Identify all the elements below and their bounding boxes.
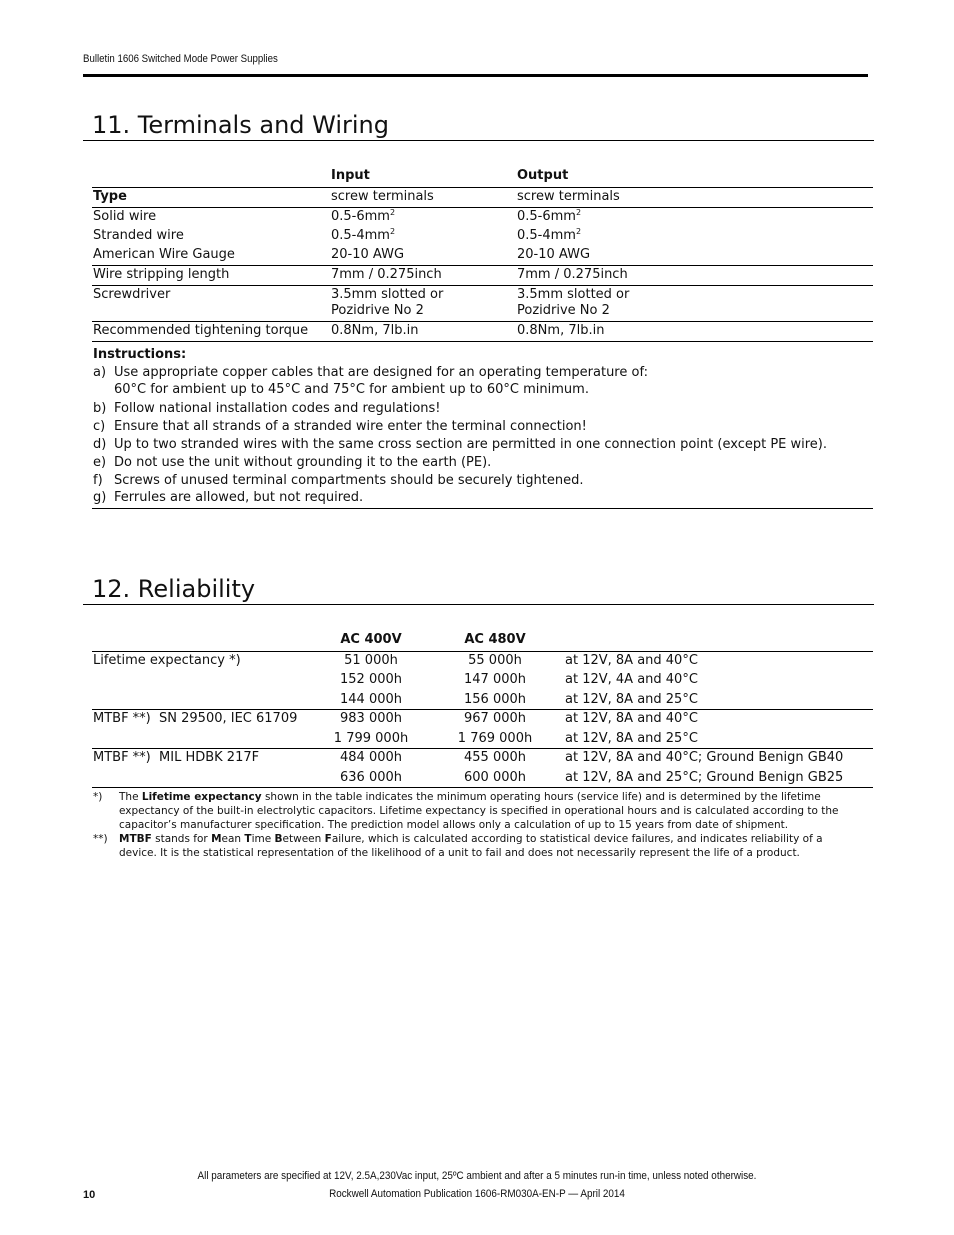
- instruction-marker: g): [93, 490, 107, 505]
- footer-note: All parameters are specified at 12V, 2.5A,230Vac input, 25ºC ambient and after a 5 minutes run-in time, unless noted otherwise.: [197, 1170, 757, 1182]
- footnote-pre: The: [119, 791, 142, 803]
- ac400-value: 144 000h: [340, 692, 402, 707]
- footer-publication: Rockwell Automation Publication 1606-RM030A-EN-P — April 2014: [329, 1188, 625, 1200]
- condition: at 12V, 8A and 40°C: [565, 653, 698, 668]
- ac400-value: 51 000h: [344, 653, 398, 668]
- input-value: [331, 228, 395, 244]
- section-rule: [83, 604, 874, 605]
- instruction-marker: f): [93, 473, 103, 488]
- ac400-value: 152 000h: [340, 672, 402, 687]
- footnote-body: shown in the table indicates the minimum operating hours (service life) and is determined by the lifetime expectancy of the built-in electrolytic capacitors. Lifetime expectancy is specified in operational hours and is calculated according to the capacitor’s manufacturer specification. The prediction model allows only a calculation of up to 15 years from date of shipment.: [119, 791, 839, 831]
- footnote-letter: B: [274, 833, 283, 845]
- footnote-marker: *): [93, 791, 103, 803]
- ac480-value: 455 000h: [464, 750, 526, 765]
- row-label: Recommended tightening torque: [93, 323, 309, 338]
- col-output: Output: [517, 168, 569, 183]
- footnote-fragment: ime: [251, 833, 275, 845]
- row-label: MTBF **) MIL HDBK 217F: [93, 750, 260, 765]
- input-value: screw terminals: [331, 189, 434, 204]
- condition: at 12V, 4A and 40°C: [565, 672, 698, 687]
- row-label: MTBF **) SN 29500, IEC 61709: [93, 711, 298, 726]
- ac480-value: 156 000h: [464, 692, 526, 707]
- footnote-letter: M: [211, 833, 222, 845]
- row-divider: [92, 341, 873, 342]
- row-label: Type: [93, 189, 127, 204]
- row-label: Lifetime expectancy *): [93, 653, 241, 668]
- condition: at 12V, 8A and 25°C; Ground Benign GB25: [565, 770, 844, 785]
- instruction-text: Screws of unused terminal compartments should be securely tightened.: [114, 473, 584, 488]
- row-divider: [92, 787, 873, 788]
- footnote-fragment: ean: [221, 833, 245, 845]
- footnote-text: [119, 790, 849, 832]
- output-value: screw terminals: [517, 189, 620, 204]
- instruction-text: Ensure that all strands of a stranded wire enter the terminal connection!: [114, 419, 587, 434]
- footnote-text: [119, 832, 849, 860]
- footnote-term: MTBF: [119, 833, 152, 845]
- instruction-marker: a): [93, 365, 107, 380]
- row-label: Wire stripping length: [93, 267, 230, 282]
- row-divider: [92, 265, 873, 266]
- footnote-marker: **): [93, 833, 108, 845]
- instruction-text: Up to two stranded wires with the same cross section are permitted in one connection point (except PE wire).: [114, 437, 828, 452]
- input-value: 3.5mm slotted or: [331, 287, 444, 302]
- row-label: Solid wire: [93, 209, 157, 224]
- col-ac400: AC 400V: [340, 632, 402, 647]
- page-number: 10: [83, 1189, 96, 1201]
- instruction-text: 60°C for ambient up to 45°C and 75°C for ambient up to 60°C minimum.: [114, 382, 589, 397]
- superscript: 2: [389, 208, 396, 217]
- row-label: Stranded wire: [93, 228, 184, 243]
- output-value: Pozidrive No 2: [517, 303, 610, 318]
- footnote-term: Lifetime expectancy: [141, 791, 262, 803]
- value-text: 0.5-4mm: [517, 228, 576, 243]
- output-value: [517, 228, 581, 244]
- ac480-value: 967 000h: [464, 711, 526, 726]
- footnote-letter: T: [244, 833, 252, 845]
- output-value: [517, 209, 581, 225]
- section-end-rule: [92, 508, 873, 509]
- instruction-text: Do not use the unit without grounding it to the earth (PE).: [114, 455, 492, 470]
- output-value: 20-10 AWG: [517, 247, 591, 262]
- running-header: Bulletin 1606 Switched Mode Power Supplies: [83, 53, 278, 65]
- col-ac480: AC 480V: [464, 632, 526, 647]
- instruction-marker: c): [93, 419, 106, 434]
- superscript: 2: [575, 208, 582, 217]
- value-text: 0.5-6mm: [331, 209, 390, 224]
- instruction-marker: e): [93, 455, 107, 470]
- footnote-fragment: stands for: [151, 833, 212, 845]
- input-value: 0.8Nm, 7lb.in: [331, 323, 419, 338]
- ac480-value: 600 000h: [464, 770, 526, 785]
- ac480-value: 1 769 000h: [457, 731, 533, 746]
- row-divider: [92, 709, 873, 710]
- instruction-text: Ferrules are allowed, but not required.: [114, 490, 364, 505]
- value-text: 0.5-6mm: [517, 209, 576, 224]
- ac480-value: 147 000h: [464, 672, 526, 687]
- input-value: 20-10 AWG: [331, 247, 405, 262]
- condition: at 12V, 8A and 40°C: [565, 711, 698, 726]
- row-divider: [92, 748, 873, 749]
- header-rule: [83, 74, 868, 77]
- condition: at 12V, 8A and 25°C: [565, 692, 698, 707]
- ac400-value: 983 000h: [340, 711, 402, 726]
- footnote-letter: F: [324, 833, 332, 845]
- instruction-text: Use appropriate copper cables that are designed for an operating temperature of:: [114, 365, 648, 380]
- row-divider: [92, 651, 873, 652]
- row-divider: [92, 207, 873, 208]
- ac480-value: 55 000h: [468, 653, 522, 668]
- ac400-value: 636 000h: [340, 770, 402, 785]
- value-text: 0.5-4mm: [331, 228, 390, 243]
- output-value: 0.8Nm, 7lb.in: [517, 323, 605, 338]
- row-divider: [92, 321, 873, 322]
- row-divider: [92, 187, 873, 188]
- instruction-marker: d): [93, 437, 107, 452]
- input-value: [331, 209, 395, 225]
- col-input: Input: [331, 168, 370, 183]
- row-label: American Wire Gauge: [93, 247, 235, 262]
- condition: at 12V, 8A and 25°C: [565, 731, 698, 746]
- instruction-marker: b): [93, 401, 107, 416]
- superscript: 2: [389, 227, 396, 236]
- instruction-text: Follow national installation codes and regulations!: [114, 401, 441, 416]
- output-value: 7mm / 0.275inch: [517, 267, 628, 282]
- row-divider: [92, 285, 873, 286]
- condition: at 12V, 8A and 40°C; Ground Benign GB40: [565, 750, 844, 765]
- section-rule: [83, 140, 874, 141]
- instructions-title: Instructions:: [93, 347, 187, 362]
- footnote-body: ailure, which is calculated according to statistical device failures, and indicates reliability of a device. It is the statistical representation of the likelihood of a unit to fail and does not necessarily represent the life of a product.: [119, 833, 823, 859]
- output-value: 3.5mm slotted or: [517, 287, 630, 302]
- input-value: Pozidrive No 2: [331, 303, 424, 318]
- section-title-terminals: 11. Terminals and Wiring: [92, 111, 389, 139]
- input-value: 7mm / 0.275inch: [331, 267, 442, 282]
- ac400-value: 484 000h: [340, 750, 402, 765]
- section-title-reliability: 12. Reliability: [92, 575, 256, 603]
- footnote-fragment: etween: [282, 833, 325, 845]
- row-label: Screwdriver: [93, 287, 171, 302]
- superscript: 2: [575, 227, 582, 236]
- ac400-value: 1 799 000h: [333, 731, 409, 746]
